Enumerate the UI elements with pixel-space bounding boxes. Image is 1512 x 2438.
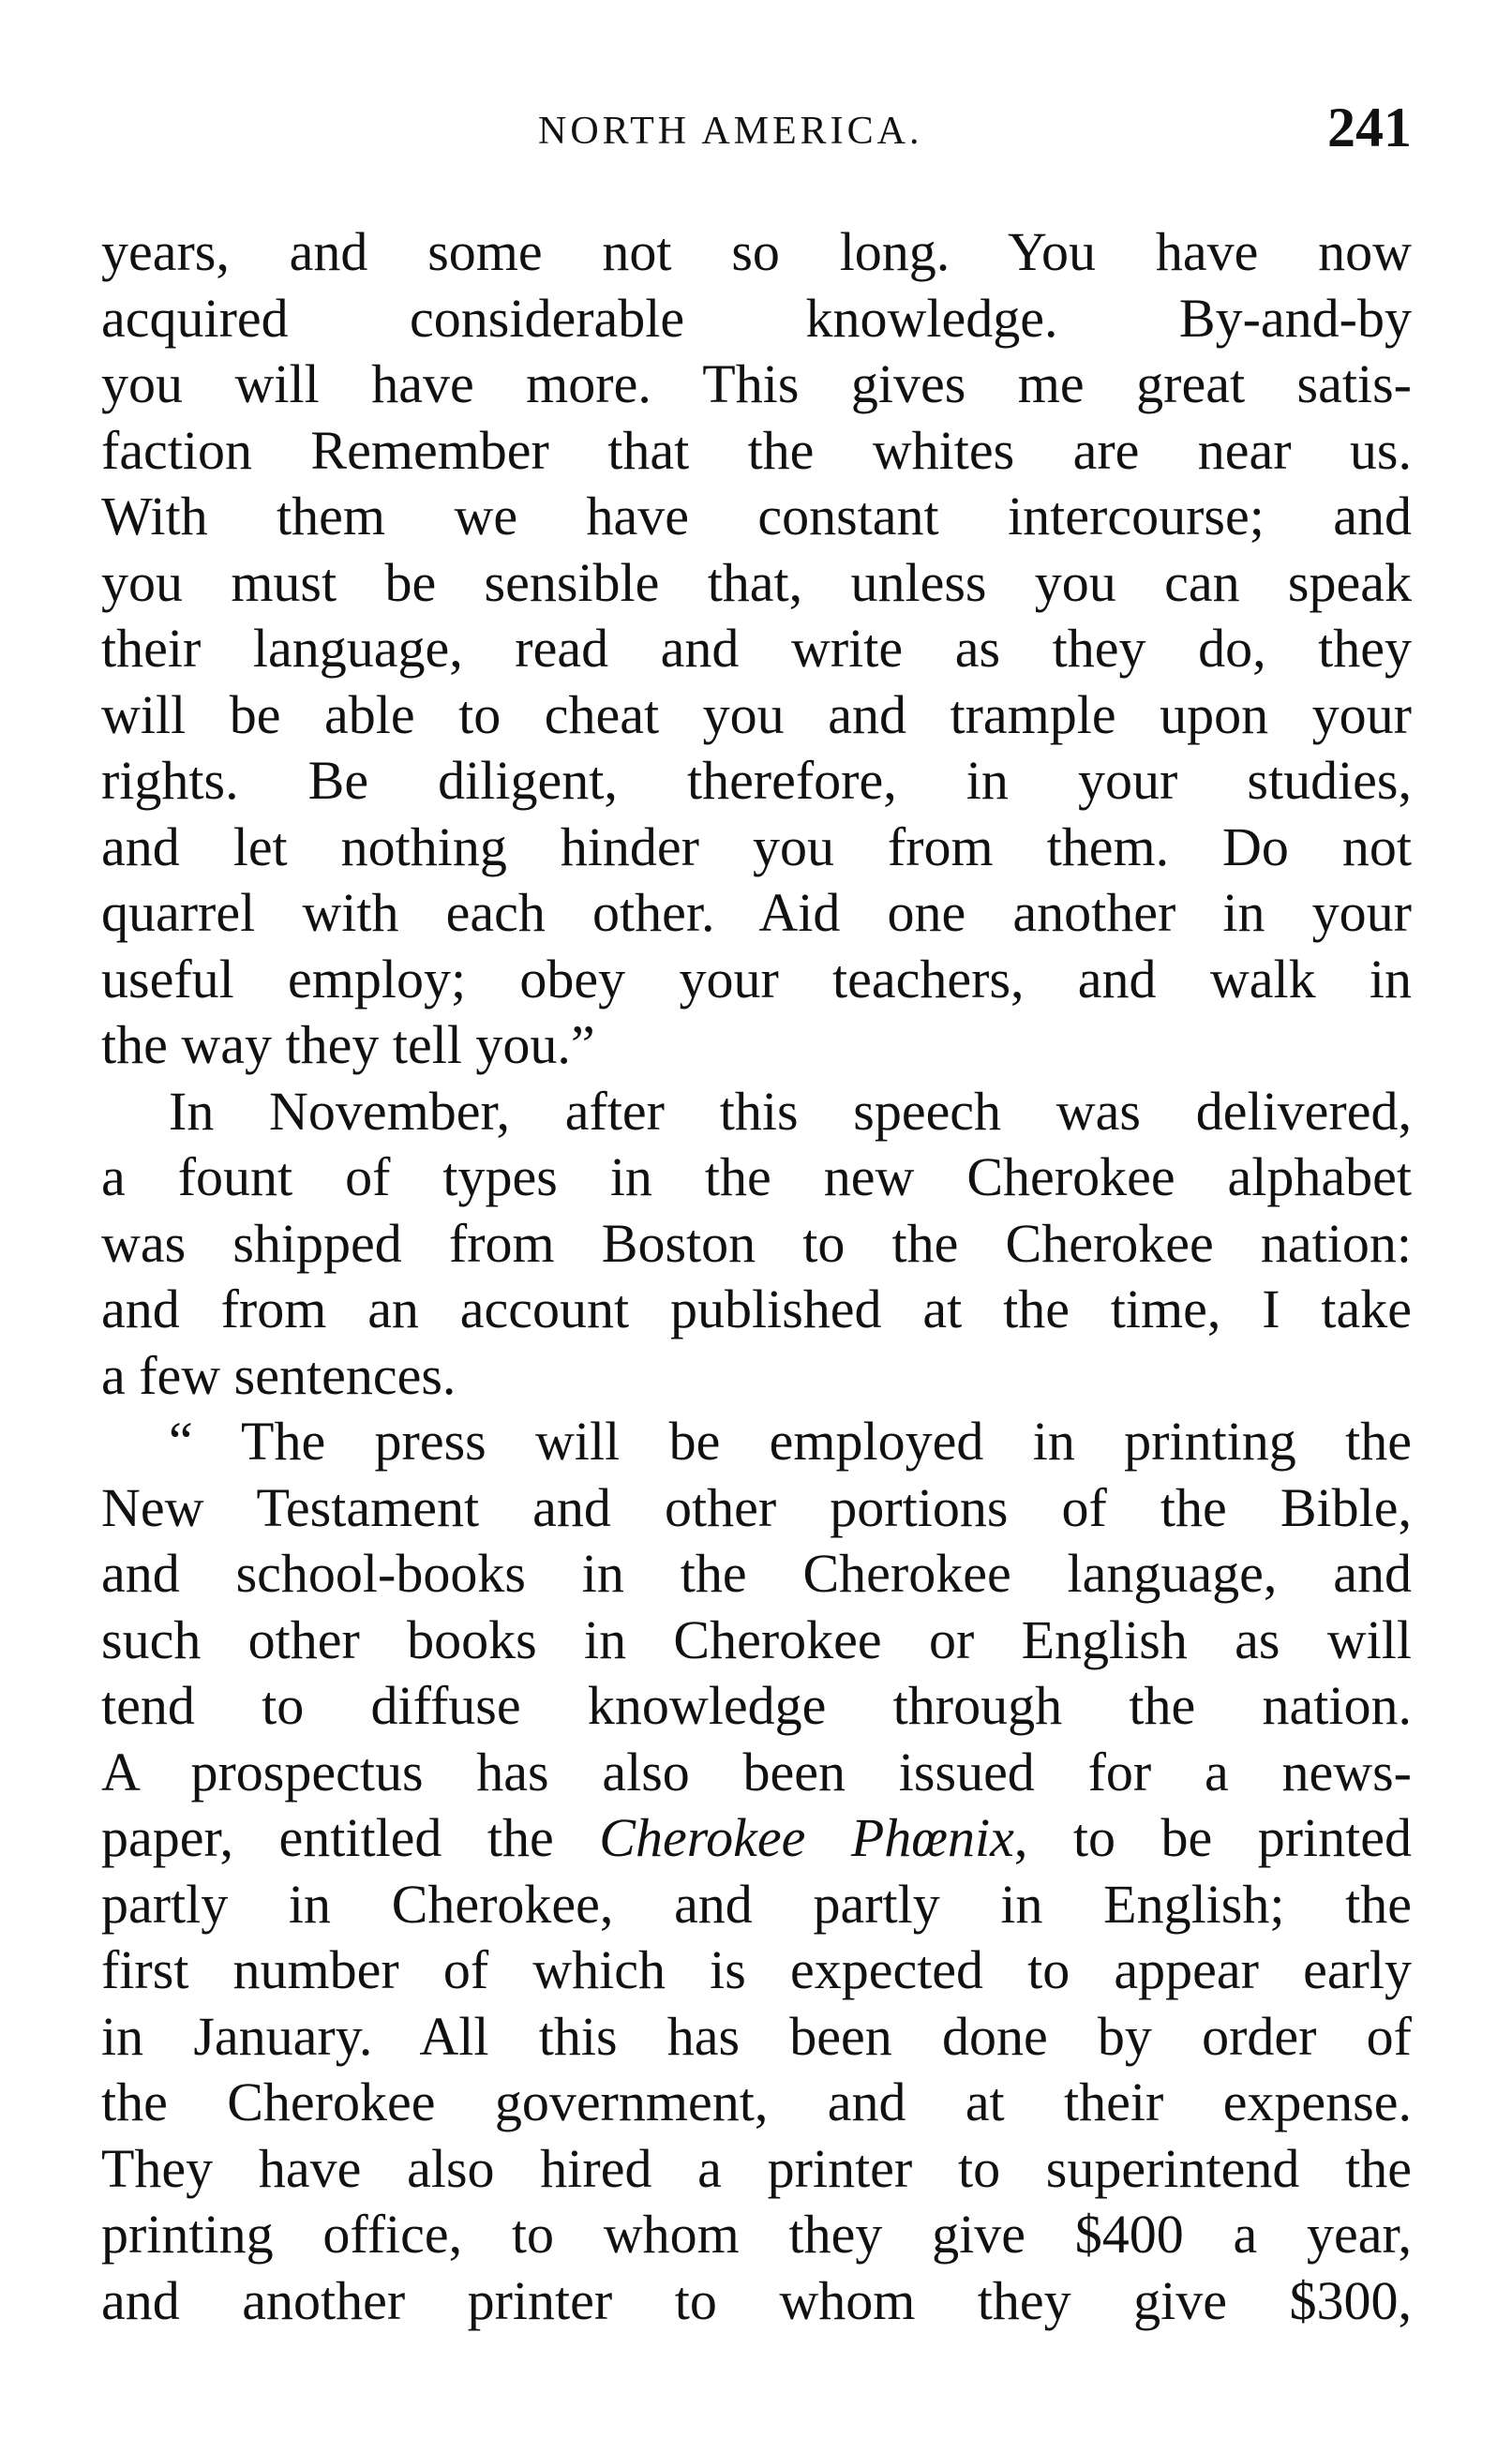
- text-line: New Testament and other portions of the Bible,: [101, 1476, 1412, 1538]
- text-line: will be able to cheat you and trample upon your: [101, 683, 1412, 745]
- text-line: such other books in Cherokee or English as will: [101, 1608, 1412, 1670]
- text-line: and another printer to whom they give $300,: [101, 2269, 1412, 2331]
- text-line: With them we have constant intercourse; and: [101, 486, 1412, 546]
- text-line: in January. All this has been done by order of: [101, 2005, 1412, 2067]
- text-segment: paper, entitled the: [101, 1807, 600, 1868]
- text-line: A prospectus has also been issued for a news-: [101, 1741, 1412, 1802]
- text-line: you will have more. This gives me great satis-: [101, 353, 1412, 414]
- text-line: years, and some not so long. You have now: [101, 221, 1412, 282]
- text-line: was shipped from Boston to the Cherokee nation:: [101, 1212, 1412, 1274]
- text-line: the Cherokee government, and at their expense.: [101, 2072, 1412, 2132]
- text-line: They have also hired a printer to superintend the: [101, 2137, 1412, 2199]
- body-text: [101, 219, 1412, 2334]
- text-line: you must be sensible that, unless you can speak: [101, 551, 1412, 613]
- text-line: and from an account published at the time, I take: [101, 1279, 1412, 1339]
- newspaper-title: Cherokee Phœnix: [599, 1807, 1014, 1868]
- text-line: faction Remember that the whites are near us.: [101, 419, 1412, 481]
- text-line: quarrel with each other. Aid one another in your: [101, 882, 1412, 943]
- page-number: 241: [1327, 97, 1412, 158]
- text-line: a fount of types in the new Cherokee alphabet: [101, 1146, 1412, 1207]
- text-line: the way they tell you.”: [101, 1014, 595, 1075]
- paragraph-start-line: “ The press will be employed in printing the: [169, 1411, 1412, 1472]
- text-line: first number of which is expected to appear early: [101, 1939, 1412, 2000]
- text-line: rights. Be diligent, therefore, in your studies,: [101, 750, 1412, 811]
- text-line: and school-books in the Cherokee language, and: [101, 1543, 1412, 1604]
- text-line: partly in Cherokee, and partly in English; the: [101, 1873, 1412, 1935]
- text-line: their language, read and write as they do, they: [101, 618, 1412, 679]
- running-title: NORTH AMERICA.: [538, 110, 923, 153]
- page-header: [101, 90, 1412, 174]
- text-line: a few sentences.: [101, 1344, 457, 1406]
- text-line: and let nothing hinder you from them. Do not: [101, 815, 1412, 877]
- text-line: useful employ; obey your teachers, and walk in: [101, 948, 1412, 1010]
- text-line: tend to diffuse knowledge through the nation.: [101, 1675, 1412, 1736]
- text-line: acquired considerable knowledge. By-and-by: [101, 287, 1412, 349]
- text-segment: , to be printed: [1013, 1807, 1412, 1868]
- text-line: printing office, to whom they give $400 a year,: [101, 2204, 1412, 2265]
- text-line-with-italic: [101, 1805, 1412, 1872]
- paragraph-start-line: In November, after this speech was delivered,: [169, 1080, 1412, 1142]
